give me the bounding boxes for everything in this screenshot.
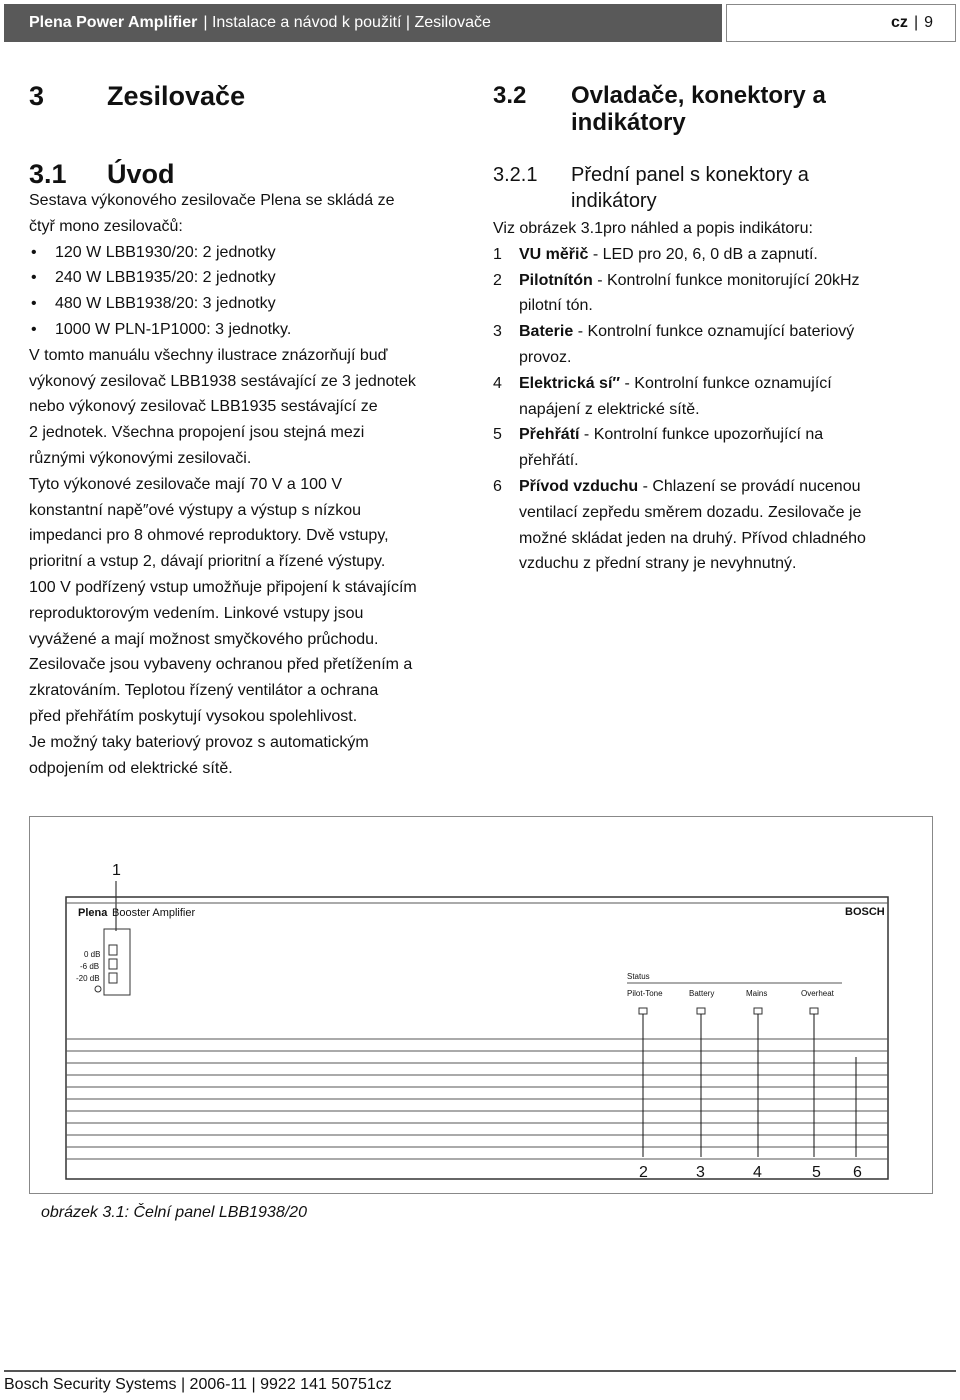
title-line: indikátory [571,190,657,212]
body-line: Je možný taky bateriový provoz s automatickým [29,733,369,751]
item-text [519,242,818,268]
intro-line: čtyř mono zesilovačů: [29,217,183,235]
right-column [493,82,933,577]
callout-2: 2 [639,1164,648,1181]
section-3-2-number: 3.2 [493,82,527,109]
power-icon [95,986,101,992]
list-item [493,422,933,474]
vu-led-2 [109,959,117,969]
status-title: Status [627,972,650,981]
item-line: - Chlazení se provádí nucenou [638,477,861,495]
body-line: 100 V podřízený vstup umožňuje připojení k stávajícím [29,578,417,596]
pilot-tone-led [639,1008,647,1014]
body-line: Zesilovače jsou vybaveny ochranou před přetížením a [29,656,413,674]
header-separator: | [913,14,919,31]
section-3-1-title: Úvod [107,159,175,189]
section-3-heading [29,76,469,116]
intro-line: Sestava výkonového zesilovače Plena se skládá ze [29,192,395,209]
body-line: 2 jednotek. Všechna propojení jsou stejná mezi [29,424,365,442]
section-3-2-1-title [571,162,809,214]
item-text [519,319,854,371]
section-3-2-1-number: 3.2.1 [493,164,538,186]
item-text [519,268,860,320]
vu-label-6db: -6 dB [80,962,100,971]
callout-4: 4 [753,1164,762,1181]
footer-text: Bosch Security Systems | 2006-11 | 9922 141 50751cz [4,1376,392,1393]
body-line: impedanci pro 8 ohmové reproduktory. Dvě vstupy, [29,527,389,545]
item-line: - Kontrolní funkce oznamující [620,374,832,392]
body-line: odpojením od elektrické sítě. [29,759,233,777]
list-item: • 240 W LBB1935/20: 2 jednotky [29,265,469,291]
callout-1: 1 [112,862,121,879]
panel-outline [66,897,888,1179]
status-label-overheat: Overheat [801,989,834,998]
list-item [493,319,933,371]
air-intake-grille [66,1039,888,1159]
title-line: Přední panel s konektory a [571,164,809,186]
item-line: napájení z elektrické sítě. [519,400,700,418]
header-page-number: 9 [924,14,933,31]
body-line: konstantní napě″ové výstupy a výstup s nízkou [29,501,362,519]
item-line: pilotní tón. [519,297,593,315]
battery-led [697,1008,705,1014]
item-line: - LED pro 20, 6, 0 dB a zapnutí. [588,245,818,263]
item-term: Elektrická sí″ [519,374,621,392]
panel-brand-bosch: BOSCH [845,906,885,918]
body-line: různými výkonovými zesilovači. [29,449,252,467]
left-column [29,76,469,781]
header-breadcrumb: | Instalace a návod k použití | Zesilovače [203,14,491,31]
item-term: VU měřič [519,245,589,263]
vu-label-20db: -20 dB [76,974,100,983]
body-line: nebo výkonový zesilovač LBB1935 sestávající ze [29,398,378,416]
mains-led [754,1008,762,1014]
status-label-pilot-tone: Pilot-Tone [627,989,663,998]
vu-led-3 [109,973,117,983]
overheat-led [810,1008,818,1014]
status-leds [639,1008,818,1014]
section-3-2-heading [493,82,933,136]
list-item: • 120 W LBB1930/20: 2 jednotky [29,240,469,266]
status-label-mains: Mains [746,989,768,998]
item-text [519,371,832,423]
vu-label-0db: 0 dB [84,950,101,959]
item-line: ventilací zepředu směrem dozadu. Zesilovače je [519,503,862,521]
item-term: Pilotnítón [519,271,593,289]
section-3-1-number: 3.1 [29,159,67,189]
item-term: Přehřátí [519,426,580,444]
title-line: Ovladače, konektory a [571,82,826,109]
header-bar [4,4,722,42]
item-line: - Kontrolní funkce upozorňující na [579,426,824,444]
body-line: výkonový zesilovač LBB1938 sestávající ze 3 jednotek [29,372,416,390]
callout-leaders [643,1014,856,1157]
item-line: přehřátí. [519,452,579,470]
item-line: vzduchu z přední strany je nevyhnutný. [519,555,797,573]
title-line: indikátory [571,109,686,136]
panel-brand-plena: Plena [78,907,108,919]
item-number: 2 [493,271,502,289]
list-item: • 1000 W PLN-1P1000: 3 jednotky. [29,317,469,343]
item-line: - Kontrolní funkce oznamující bateriový [573,323,855,341]
list-item: • 480 W LBB1938/20: 3 jednotky [29,291,469,317]
header-page-box [726,4,956,42]
panel-model-name: Booster Amplifier [112,907,196,919]
callout-5: 5 [812,1164,821,1181]
vu-led-1 [109,945,117,955]
body-line: vyvážené a mají možnost smyčkového průchodu. [29,630,379,648]
item-number: 6 [493,477,502,495]
item-number: 5 [493,426,502,444]
section-3-number: 3 [29,81,45,111]
indicator-list [493,242,933,577]
item-text [519,422,823,474]
intro-paragraph [29,188,469,240]
body-text [29,343,469,782]
item-line: - Kontrolní funkce monitorující 20kHz [592,271,860,289]
item-line: možné skládat jeden na druhý. Přívod chladného [519,529,866,547]
body-line: před přehřátím poskytují vysokou spolehlivost. [29,707,358,725]
body-line: prioritní a vstup 2, dávají prioritní a řízené výstupy. [29,553,386,571]
section-3-2-title [571,82,826,136]
body-line: Tyto výkonové zesilovače mají 70 V a 100 V [29,475,343,493]
body-line: zkratováním. Teplotou řízený ventilátor a ochrana [29,682,379,700]
amplifier-front-panel-drawing [30,817,932,1193]
item-number: 3 [493,323,502,341]
list-item [493,268,933,320]
item-number: 1 [493,245,502,263]
indicator-intro: Viz obrázek 3.1pro náhled a popis indikátoru: [493,220,813,237]
section-3-2-1-heading [493,162,933,214]
item-text [519,474,866,577]
callout-6: 6 [853,1164,862,1181]
item-number: 4 [493,374,502,392]
section-3-title: Zesilovače [107,81,246,111]
list-item [493,474,933,577]
header-language: cz [891,14,908,31]
item-term: Přívod vzduchu [519,477,639,495]
amplifier-list [29,240,469,343]
list-item [493,242,933,268]
figure-caption: obrázek 3.1: Čelní panel LBB1938/20 [41,1204,307,1221]
list-item [493,371,933,423]
body-line: reproduktorovým vedením. Linkové vstupy jsou [29,604,364,622]
item-term: Baterie [519,323,574,341]
figure-frame [29,816,933,1194]
item-line: provoz. [519,348,572,366]
header-product: Plena Power Amplifier [29,14,198,31]
status-label-battery: Battery [689,989,715,998]
callout-3: 3 [696,1164,705,1181]
footer-divider [4,1370,956,1372]
body-line: V tomto manuálu všechny ilustrace znázorňují buď [29,346,388,364]
